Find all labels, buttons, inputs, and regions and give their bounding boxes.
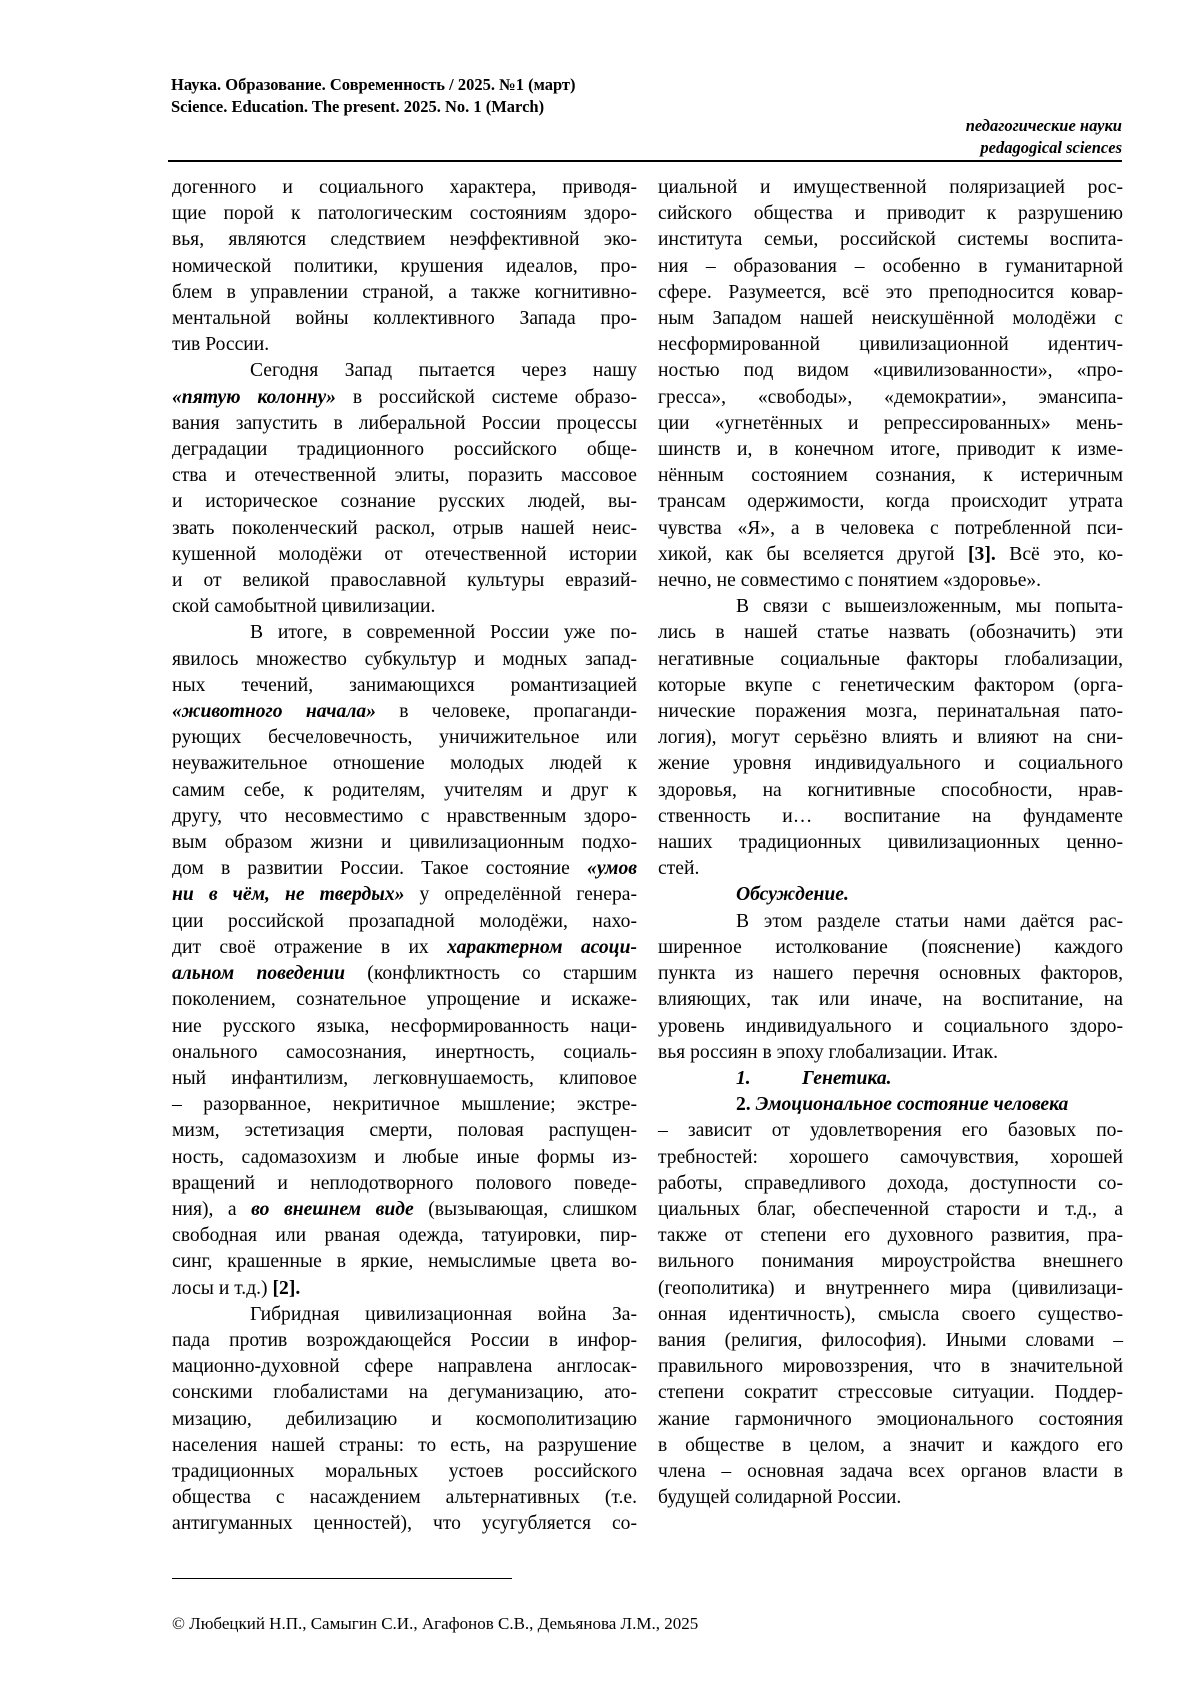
right-paragraph-4: [658, 1118, 1123, 1511]
header-rule: [168, 160, 1122, 162]
text-line: антигуманных ценностей), что усугубляется со-: [172, 1513, 637, 1535]
text-line: ность, садомазохизм и любые иные формы из-: [172, 1146, 637, 1168]
text-line: номической политики, крушения идеалов, про-: [172, 255, 637, 277]
text-line: общества с насаждением альтернативных (т.е.: [172, 1487, 637, 1509]
text-line: догенного и социального характера, приводя-: [172, 177, 637, 198]
text-line: чувства «Я», а в человека с потребленной пси-: [658, 517, 1123, 539]
text-line: вания запустить в либеральной России процессы: [172, 412, 637, 434]
citation-ref: [2].: [272, 1277, 301, 1299]
text-line: блем в управлении страной, а также когнитивно-: [172, 281, 637, 303]
text-line: циальных благ, обеспеченной старости и т.д., а: [658, 1198, 1123, 1220]
text-line: деградации традиционного российского обще-: [172, 439, 637, 461]
text-line: здоровья, на когнитивные способности, нрав-: [658, 779, 1123, 801]
left-paragraph-2: [172, 358, 637, 620]
journal-title-en: Science. Education. The present. 2025. No. 1 (March): [171, 97, 545, 116]
text-line: Гибридная цивилизационная война За-: [250, 1303, 637, 1325]
left-paragraph-3: [172, 620, 637, 1301]
text-line: традиционных моральных устоев российского: [172, 1460, 637, 1482]
text-line: ние русского языка, несформированность наци-: [172, 1015, 637, 1037]
emphasis: «умов: [587, 858, 637, 880]
text-line: пункта из нашего перечня основных факторов,: [658, 963, 1123, 985]
text-line: которые вкупе с генетическим фактором (орга-: [658, 674, 1123, 696]
text: (вызывающая, слишком: [413, 1198, 637, 1220]
text-line: в обществе в целом, а значит и каждого его: [658, 1434, 1123, 1456]
text-line: ный инфантилизм, легковнушаемость, клиповое: [172, 1067, 637, 1089]
text-line: кушенной молодёжи от отечественной истории: [172, 543, 637, 565]
left-column: [172, 175, 637, 1538]
text-line: работы, справедливого дохода, доступности со-: [658, 1172, 1123, 1194]
text-line: онная идентичность), смысла своего существо-: [658, 1303, 1123, 1325]
citation-ref: [3].: [968, 543, 996, 565]
text-line: нённым состоянием сознания, к истеричным: [658, 465, 1123, 487]
text-line: ностью под видом «цивилизованности», «про-: [658, 360, 1123, 382]
emphasis: «животного начала»: [172, 701, 376, 723]
text-line: звать поколенческий раскол, отрыв нашей неис-: [172, 517, 637, 539]
text-line: В итоге, в современной России уже по-: [250, 622, 637, 644]
text-line: жение уровня индивидуального и социального: [658, 753, 1123, 775]
text-line: поколением, сознательное упрощение и искаже-: [172, 989, 637, 1011]
text-line: стей.: [658, 858, 700, 880]
text-line: [172, 385, 637, 411]
emphasis: «пятую колонну»: [172, 386, 336, 408]
list-title: Генетика.: [802, 1067, 892, 1089]
text: дом в развитии России. Такое состояние: [172, 858, 588, 880]
text-line: – разорванное, некритичное мышление; экстре-: [172, 1094, 637, 1116]
text-line: и от великой православной культуры евразий-: [172, 570, 637, 592]
text-line: института семьи, российской системы воспита-: [658, 229, 1123, 251]
text-line: уровень индивидуального и социального здоро-: [658, 1015, 1123, 1037]
text-line: вья россиян в эпоху глобализации. Итак.: [658, 1041, 999, 1063]
text-line: Сегодня Запад пытается через нашу: [250, 360, 637, 382]
emphasis: во внешнем виде: [251, 1198, 414, 1220]
text-line: ния – образования – особенно в гуманитарной: [658, 255, 1123, 277]
text-line: неуважительное отношение молодых людей к: [172, 753, 637, 775]
text-line: циальной и имущественной поляризацией рос-: [658, 177, 1123, 198]
text-line: будущей солидарной России.: [658, 1487, 902, 1509]
text-line: [658, 542, 1123, 568]
text: дит своё отражение в их: [172, 936, 448, 958]
footnote-rule: [172, 1578, 512, 1579]
text: (конфликтность со старшим: [344, 963, 637, 985]
text-line: [172, 699, 637, 725]
text-line: самим себе, к родителям, учителям и друг к: [172, 779, 637, 801]
text-line: вильного понимания мироустройства внешнего: [658, 1251, 1123, 1273]
text: Всё это, ко-: [995, 543, 1123, 565]
text-line: В связи с вышеизложенным, мы попыта-: [736, 596, 1123, 618]
text-line: ции «угнетённых и репрессированных» мень-: [658, 412, 1123, 434]
text: лосы и т.д.): [172, 1277, 273, 1299]
text-line: ства и отечественной элиты, поразить массовое: [172, 465, 637, 487]
text-line: негативные социальные факторы глобализации,: [658, 648, 1123, 670]
text-line: степени сократит стрессовые ситуации. Поддер-: [658, 1382, 1123, 1404]
right-paragraph-1: [658, 175, 1123, 594]
emphasis: ни в чём, не твердых»: [172, 884, 405, 906]
text-line: нечно, не совместимо с понятием «здоровье».: [658, 570, 1042, 592]
text-line: трансам одержимости, когда происходит утрата: [658, 491, 1123, 513]
list-item-emotional-state: [658, 1092, 1123, 1118]
text-line: ширенное истолкование (пояснение) каждого: [658, 936, 1123, 958]
text-line: явилось множество субкультур и модных запад-: [172, 648, 637, 670]
right-paragraph-2: [658, 594, 1123, 882]
text-line: ции российской прозападной молодёжи, нахо-: [172, 910, 637, 932]
text-line: ской самобытной цивилизации.: [172, 596, 436, 618]
text-line: требностей: хорошего самочувствия, хорошей: [658, 1146, 1123, 1168]
text-line: сфере. Разумеется, всё это преподносится ковар-: [658, 281, 1123, 303]
text-line: населения нашей страны: то есть, на разрушение: [172, 1434, 637, 1456]
text-line: и историческое сознание русских людей, вы-: [172, 491, 637, 513]
emphasis: характерном асоци-: [447, 936, 637, 958]
text: ния), а: [172, 1198, 252, 1220]
text-line: вым образом жизни и цивилизационным подхо-: [172, 832, 637, 854]
text-line: тив России.: [172, 334, 270, 356]
text-line: мационно-духовной сфере направлена англосак-: [172, 1356, 637, 1378]
text-line: [172, 961, 637, 987]
left-paragraph-1: [172, 175, 637, 358]
text-line: вья, являются следствием неэффективной эко-: [172, 229, 637, 251]
text-line: сонскими глобалистами на дегуманизацию, ато-: [172, 1382, 637, 1404]
section-header: [966, 115, 1122, 159]
text: в человеке, пропаганди-: [375, 701, 637, 723]
text-line: [172, 935, 637, 961]
text-line: пада против возрождающейся России в инфор-: [172, 1329, 637, 1351]
text-line: [172, 856, 637, 882]
section-label-en: pedagogical sciences: [980, 138, 1122, 157]
text-line: гресса», «свободы», «демократии», эмансипа-: [658, 386, 1123, 408]
text-line: [172, 1197, 637, 1223]
text-line: наших традиционных цивилизационных ценно-: [658, 832, 1123, 854]
text: в российской системе образо-: [335, 386, 637, 408]
right-column: [658, 175, 1123, 1511]
list-number: 1.: [736, 1067, 751, 1089]
text-line: ментальной войны коллективного Запада про-: [172, 308, 637, 330]
text-line: вания (религия, философия). Иными словами –: [658, 1329, 1123, 1351]
text-line: свободная или рваная одежда, татуировки, пир-: [172, 1225, 637, 1247]
text-line: также от степени его духовного развития, пра-: [658, 1225, 1123, 1247]
text-line: логия), могут серьёзно влиять и влияют на сни-: [658, 727, 1123, 749]
text-line: сийского общества и приводит к разрушению: [658, 203, 1123, 225]
text-line: жание гармоничного эмоционального состояния: [658, 1408, 1123, 1430]
text-line: онального самосознания, инертность, социаль-: [172, 1041, 637, 1063]
list-title: Эмоциональное состояние человека: [755, 1094, 1069, 1116]
text-line: правильного мировоззрения, что в значительной: [658, 1356, 1123, 1378]
text-line: [172, 1276, 637, 1302]
emphasis: альном поведении: [172, 963, 345, 985]
text-line: (геополитика) и внутреннего мира (цивилизаци-: [658, 1277, 1123, 1299]
text-line: ным Западом нашей неискушённой молодёжи с: [658, 308, 1123, 330]
text: хикой, как бы вселяется другой: [658, 543, 968, 565]
journal-header: [171, 74, 576, 118]
text-line: мизацию, дебилизацию и космополитизацию: [172, 1408, 637, 1430]
section-label-ru: педагогические науки: [965, 116, 1122, 135]
text-line: ственность и… воспитание на фундаменте: [658, 805, 1123, 827]
text-line: [172, 882, 637, 908]
text-line: лись в нашей статье назвать (обозначить) эти: [658, 622, 1123, 644]
text-line: синг, крашенные в яркие, немыслимые цвета во-: [172, 1251, 637, 1273]
copyright-notice: © Любецкий Н.П., Самыгин С.И., Агафонов С.В., Демьянова Л.М., 2025: [172, 1614, 699, 1633]
section-heading-discussion: Обсуждение.: [736, 884, 849, 906]
right-paragraph-3: [658, 909, 1123, 1066]
text-line: члена – основная задача всех органов власти в: [658, 1460, 1123, 1482]
text: у определённой генера-: [404, 884, 637, 906]
text-line: В этом разделе статьи нами даётся рас-: [736, 910, 1123, 932]
text-line: вращений и неплодотворного полового поведе-: [172, 1172, 637, 1194]
text-line: щие порой к патологическим состояниям здоро-: [172, 203, 637, 225]
text-line: другу, что несовместимо с нравственным здоро-: [172, 805, 637, 827]
list-number: 2.: [736, 1094, 751, 1116]
left-paragraph-4: [172, 1302, 637, 1538]
text-line: мизм, эстетизация смерти, половая распущен-: [172, 1120, 637, 1142]
text-line: ных течений, занимающихся романтизацией: [172, 674, 637, 696]
text-line: нические поражения мозга, перинатальная пато-: [658, 701, 1123, 723]
journal-title-ru: Наука. Образование. Современность / 2025. №1 (март): [171, 75, 576, 94]
text-line: – зависит от удовлетворения его базовых по-: [658, 1120, 1123, 1142]
text-line: несформированной цивилизационной идентич-: [658, 334, 1123, 356]
text-line: рующих бесчеловечность, уничижительное или: [172, 727, 637, 749]
text-line: влияющих, так или иначе, на воспитание, на: [658, 989, 1123, 1011]
list-item-genetics: [658, 1066, 1123, 1092]
text-line: шинств и, в конечном итоге, приводит к изме-: [658, 439, 1123, 461]
